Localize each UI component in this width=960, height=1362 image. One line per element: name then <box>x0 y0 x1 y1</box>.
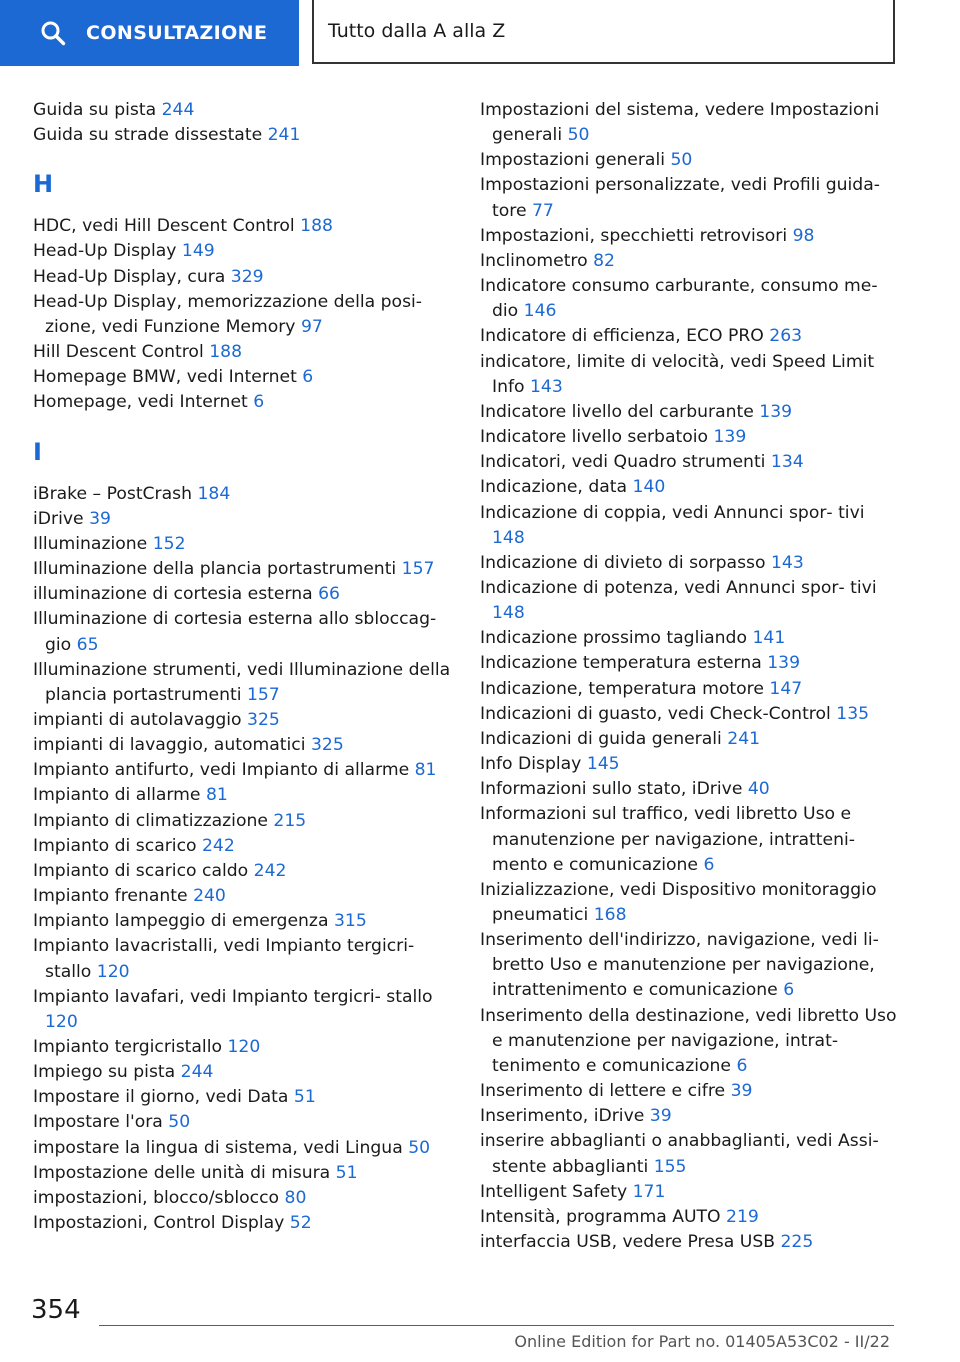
page-link[interactable]: 242 <box>202 835 235 856</box>
page-link[interactable]: 6 <box>783 980 795 1001</box>
page-link[interactable]: 225 <box>780 1232 814 1253</box>
index-entry <box>480 878 900 928</box>
index-group-g <box>33 98 463 148</box>
entry-term: Indicatore di efficienza, ECO PRO <box>480 326 770 347</box>
page-link[interactable]: 52 <box>289 1213 312 1234</box>
index-entry <box>480 651 900 676</box>
index-entry <box>480 1079 900 1104</box>
index-entry <box>33 985 463 1035</box>
entry-term: Indicazione prossimo tagliando <box>480 628 753 649</box>
index-entry <box>33 758 463 783</box>
index-entry <box>33 290 463 340</box>
page-link[interactable]: 120 <box>96 961 130 982</box>
entry-term: Homepage BMW, vedi Internet <box>33 367 303 388</box>
page-link[interactable]: 97 <box>300 316 323 337</box>
page-link[interactable]: 244 <box>180 1062 214 1083</box>
page-link[interactable]: 240 <box>193 886 226 907</box>
entry-term: Impianto lampeggio di emergenza <box>33 911 334 932</box>
entry-term: impostare la lingua di sistema, vedi Lingua <box>33 1137 409 1158</box>
index-group-i <box>33 482 463 1237</box>
page-link[interactable]: 325 <box>247 709 280 730</box>
entry-term: Indicazioni di guasto, vedi Check-Control <box>480 703 837 724</box>
page-link[interactable]: 80 <box>284 1187 307 1208</box>
entry-term: Impostazioni, Control Display <box>33 1213 290 1234</box>
entry-term: Impianto lavacristalli, vedi Impianto tergicri‐ stallo <box>33 936 415 982</box>
entry-term: Head-Up Display <box>33 241 182 262</box>
index-entry <box>480 450 900 475</box>
entry-term: Indicazione di potenza, vedi Annunci spor‐ tivi <box>480 577 877 598</box>
entry-term: indicatore, limite di velocità, vedi Speed Limit Info <box>480 351 875 397</box>
index-entry <box>480 1205 900 1230</box>
index-entry <box>480 626 900 651</box>
index-entry <box>33 239 463 264</box>
index-entry <box>33 1110 463 1135</box>
consultazione-tab[interactable] <box>0 0 299 66</box>
index-entry <box>480 1004 900 1079</box>
entry-term: Impianto di scarico caldo <box>33 860 254 881</box>
entry-term: Impostare il giorno, vedi Data <box>33 1087 294 1108</box>
page-header <box>0 0 960 66</box>
index-entry <box>33 884 463 909</box>
entry-term: impianti di lavaggio, automatici <box>33 735 311 756</box>
page-link[interactable]: 50 <box>567 125 590 146</box>
entry-term: Indicazione di divieto di sorpasso <box>480 552 771 573</box>
index-entry <box>33 390 463 415</box>
entry-term: Impianto di scarico <box>33 835 202 856</box>
page-link[interactable]: 66 <box>318 584 340 605</box>
entry-term: Inserimento, iDrive <box>480 1106 650 1127</box>
entry-term: Impostazione delle unità di misura <box>33 1162 336 1183</box>
index-entry <box>33 859 463 884</box>
entry-term: Inizializzazione, vedi Dispositivo monitoraggio pneumatici <box>480 879 877 925</box>
index-entry <box>33 557 463 582</box>
index-entry <box>33 1211 463 1236</box>
page-link[interactable]: 188 <box>209 342 243 363</box>
entry-term: illuminazione di cortesia esterna <box>33 584 319 605</box>
page-link[interactable]: 134 <box>770 452 804 473</box>
page-link[interactable]: 6 <box>302 367 314 388</box>
entry-term: Impostazioni, specchietti retrovisori <box>480 225 793 246</box>
page-link[interactable]: 98 <box>792 225 815 246</box>
page-link[interactable]: 6 <box>736 1055 748 1076</box>
entry-term: Impianto tergicristallo <box>33 1037 228 1057</box>
entry-term: Inserimento dell'indirizzo, navigazione, vedi li‐ bretto Uso e manutenzione per navigazione, intrattenimento e comunicazione <box>480 930 879 1001</box>
entry-term: Impostazioni generali <box>480 150 671 171</box>
entry-term: Intensità, programma AUTO <box>480 1206 727 1227</box>
entry-term: Illuminazione <box>33 533 153 554</box>
index-entry <box>33 507 463 532</box>
page-link[interactable]: 242 <box>253 860 287 881</box>
entry-term: Impianto lavafari, vedi Impianto tergicri‐ stallo <box>33 986 433 1007</box>
entry-term: Impianto di allarme <box>33 785 206 806</box>
footer-divider <box>99 1325 894 1326</box>
entry-term: Illuminazione strumenti, vedi Illuminazione della plancia portastrumenti <box>33 659 451 705</box>
entry-term: HDC, vedi Hill Descent Control <box>33 216 301 237</box>
entry-term: Head-Up Display, cura <box>33 266 231 287</box>
page-link[interactable]: 155 <box>653 1156 687 1177</box>
entry-term: Indicazione, temperatura motore <box>480 678 770 699</box>
index-entry <box>33 1060 463 1085</box>
index-entry <box>480 702 900 727</box>
page-link[interactable]: 140 <box>632 477 666 498</box>
entry-term: Impianto frenante <box>33 886 194 907</box>
entry-term: Head-Up Display, memorizzazione della posi‐ zione, vedi Funzione Memory <box>33 291 423 337</box>
entry-term: Inclinometro <box>480 250 594 271</box>
entry-term: Informazioni sullo stato, iDrive <box>480 779 748 800</box>
entry-term: Indicatori, vedi Quadro strumenti <box>480 452 771 473</box>
entry-term: Info Display <box>480 754 587 775</box>
page-link[interactable]: 141 <box>752 628 786 649</box>
index-entry <box>33 482 463 507</box>
entry-term: impianti di autolavaggio <box>33 709 248 730</box>
page-number: 354 <box>31 1295 81 1325</box>
index-entry <box>480 1129 900 1179</box>
page-link[interactable]: 120 <box>227 1037 261 1057</box>
index-entry <box>33 733 463 758</box>
page-link[interactable]: 82 <box>593 250 615 271</box>
entry-term: interfaccia USB, vedere Presa USB <box>480 1232 781 1253</box>
index-entry <box>33 607 463 657</box>
index-entry <box>33 1085 463 1110</box>
index-entry <box>480 274 900 324</box>
entry-term: Inserimento della destinazione, vedi libretto Uso e manutenzione per navigazione, intrat‐ tenimento e comunicazione <box>480 1005 897 1076</box>
page-link[interactable]: 81 <box>414 760 437 781</box>
index-entry <box>33 909 463 934</box>
index-entry <box>33 934 463 984</box>
page-link[interactable]: 50 <box>670 150 693 171</box>
page-link[interactable]: 215 <box>273 810 307 831</box>
index-entry <box>480 777 900 802</box>
entry-term: Indicatore consumo carburante, consumo me‐ dio <box>480 276 878 322</box>
page-link[interactable]: 39 <box>649 1106 672 1127</box>
index-group-h <box>33 214 463 415</box>
entry-term: Guida su strade dissestate <box>33 125 268 146</box>
entry-term: Impostare l'ora <box>33 1112 169 1133</box>
index-entry <box>33 783 463 808</box>
entry-term: Impostazioni personalizzate, vedi Profili guida‐ tore <box>480 175 880 221</box>
index-entry <box>33 1136 463 1161</box>
index-entry <box>480 148 900 173</box>
entry-term: iDrive <box>33 508 90 529</box>
page-link[interactable]: 6 <box>253 392 265 413</box>
entry-term: Inserimento di lettere e cifre <box>480 1081 731 1102</box>
index-letter-i: I <box>33 437 42 466</box>
page-link[interactable]: 51 <box>335 1162 358 1183</box>
page-link[interactable]: 146 <box>523 301 557 322</box>
entry-term: Indicazioni di guida generali <box>480 728 728 749</box>
entry-term: Indicatore livello del carburante <box>480 401 760 422</box>
page-link[interactable]: 263 <box>769 326 803 347</box>
entry-term: inserire abbaglianti o anabbaglianti, vedi Assi‐ stente abbaglianti <box>480 1131 879 1177</box>
page-link[interactable]: 325 <box>310 735 344 756</box>
entry-term: Impianto di climatizzazione <box>33 810 274 831</box>
index-entry <box>33 98 463 123</box>
entry-term: impostazioni, blocco/sblocco <box>33 1187 285 1208</box>
page-link[interactable]: 81 <box>205 785 228 806</box>
entry-term: Impostazioni del sistema, vedere Impostazioni generali <box>480 100 880 146</box>
index-entry <box>480 752 900 777</box>
index-column-right <box>480 98 900 1255</box>
index-entry <box>480 1180 900 1205</box>
index-entry <box>33 658 463 708</box>
index-entry <box>33 340 463 365</box>
consultazione-label: CONSULTAZIONE <box>86 22 268 44</box>
index-entry <box>33 582 463 607</box>
index-entry <box>33 365 463 390</box>
entry-term: Indicazione temperatura esterna <box>480 653 768 674</box>
page-link[interactable]: 315 <box>333 911 367 932</box>
page-link[interactable]: 147 <box>769 678 803 699</box>
entry-term: iBrake – PostCrash <box>33 483 198 504</box>
index-letter-h: H <box>33 170 54 199</box>
index-group-i-continued <box>480 98 900 1255</box>
page-link[interactable]: 188 <box>300 216 333 237</box>
index-entry <box>480 249 900 274</box>
page-link[interactable]: 50 <box>168 1112 191 1133</box>
page-link[interactable]: 6 <box>703 854 715 875</box>
page-link[interactable]: 143 <box>530 376 563 397</box>
entry-term: Indicazione di coppia, vedi Annunci spor‐ tivi <box>480 502 865 523</box>
index-entry <box>480 1104 900 1129</box>
page-link[interactable]: 40 <box>747 779 770 800</box>
index-entry <box>33 834 463 859</box>
index-entry <box>480 677 900 702</box>
index-entry <box>480 928 900 1003</box>
edition-note: Online Edition for Part no. 01405A53C02 - II/22 <box>514 1332 890 1351</box>
page-link[interactable]: 329 <box>230 266 264 287</box>
page-link[interactable]: 139 <box>767 653 801 674</box>
index-entry <box>33 809 463 834</box>
index-entry <box>480 350 900 400</box>
entry-term: Impiego su pista <box>33 1062 181 1083</box>
page-link[interactable]: 184 <box>197 483 231 504</box>
index-entry <box>480 576 900 626</box>
index-entry <box>33 265 463 290</box>
page-link[interactable]: 157 <box>246 684 280 705</box>
index-entry <box>33 532 463 557</box>
page-link[interactable]: 241 <box>727 728 761 749</box>
page-link[interactable]: 241 <box>267 125 301 146</box>
index-entry <box>480 727 900 752</box>
index-entry <box>480 425 900 450</box>
entry-term: Hill Descent Control <box>33 342 210 363</box>
page-link[interactable]: 148 <box>492 603 525 624</box>
page-link[interactable]: 120 <box>45 1011 78 1032</box>
index-entry <box>480 1230 900 1255</box>
page-link[interactable]: 149 <box>181 241 215 262</box>
page-link[interactable]: 168 <box>593 905 627 925</box>
page-link[interactable]: 135 <box>836 703 870 724</box>
entry-term: Impianto antifurto, vedi Impianto di allarme <box>33 760 415 781</box>
index-column-left <box>33 98 463 1236</box>
page-link[interactable]: 77 <box>531 200 554 221</box>
page-link[interactable]: 39 <box>730 1081 753 1102</box>
page-link[interactable]: 219 <box>726 1206 759 1227</box>
index-entry <box>480 551 900 576</box>
page-link[interactable]: 157 <box>401 559 435 580</box>
search-icon <box>40 20 66 46</box>
page-link[interactable]: 139 <box>759 401 793 422</box>
index-entry <box>480 98 900 148</box>
page-link[interactable]: 143 <box>770 552 804 573</box>
index-entry <box>480 400 900 425</box>
page-link[interactable]: 50 <box>408 1137 431 1158</box>
index-entry <box>480 173 900 223</box>
index-entry <box>480 802 900 877</box>
index-entry <box>33 1035 463 1060</box>
entry-term: Indicatore livello serbatoio <box>480 427 714 448</box>
page-link[interactable]: 51 <box>293 1087 316 1108</box>
page-link[interactable]: 39 <box>89 508 111 529</box>
page-link[interactable]: 171 <box>632 1181 666 1202</box>
entry-term: Homepage, vedi Internet <box>33 392 254 413</box>
entry-term: Illuminazione della plancia portastrumenti <box>33 559 402 580</box>
page-link[interactable]: 152 <box>152 533 186 554</box>
entry-term: Intelligent Safety <box>480 1181 633 1202</box>
page-link[interactable]: 145 <box>586 754 620 775</box>
index-entry <box>480 224 900 249</box>
index-entry <box>480 324 900 349</box>
index-entry <box>33 708 463 733</box>
entry-term: Guida su pista <box>33 100 162 120</box>
entry-term: Illuminazione di cortesia esterna allo sbloccag‐ gio <box>33 609 437 655</box>
page-link[interactable]: 139 <box>713 427 747 448</box>
index-entry <box>33 1161 463 1186</box>
index-entry <box>33 1186 463 1211</box>
breadcrumb[interactable]: Tutto dalla A alla Z <box>312 0 895 64</box>
index-entry <box>33 123 463 148</box>
entry-term: Informazioni sul traffico, vedi libretto Uso e manutenzione per navigazione, intratteni‐ mento e comunicazione <box>480 804 855 875</box>
index-entry <box>33 214 463 239</box>
page-link[interactable]: 65 <box>76 634 99 655</box>
index-entry <box>480 475 900 500</box>
page-link[interactable]: 244 <box>161 100 195 120</box>
entry-term: Indicazione, data <box>480 477 633 498</box>
page-link[interactable]: 148 <box>492 527 525 548</box>
index-entry <box>480 501 900 551</box>
